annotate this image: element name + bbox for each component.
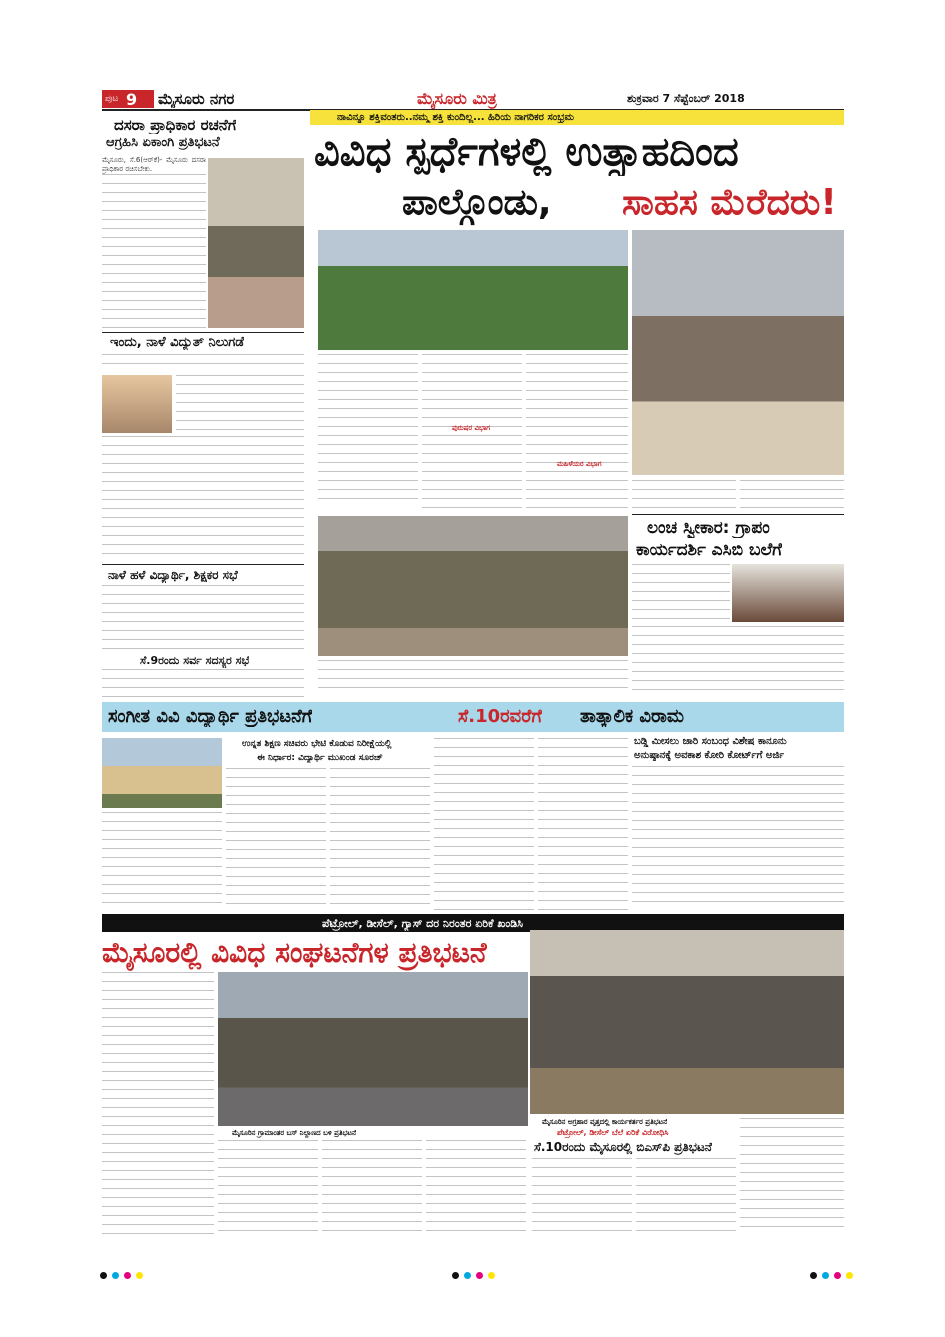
section-title: ಮೈಸೂರು ನಗರ (158, 90, 235, 108)
dasara-body (102, 174, 206, 329)
power-cut-body-side (176, 375, 304, 433)
bribery-headline-1: ಲಂಚ ಸ್ವೀಕಾರ: ಗ್ರಾಪಂ (647, 518, 770, 538)
bsp-body-col-2 (636, 1158, 736, 1234)
music-body-col-5 (538, 738, 628, 910)
protest-body-col-1 (102, 972, 214, 1234)
page-badge (102, 90, 154, 108)
interest-body (632, 766, 844, 910)
registration-dots-center (452, 1272, 495, 1279)
women-section-label: ಮಹಿಳೆಯರ ವಿಭಾಗ (557, 460, 602, 468)
music-univ-photo (102, 738, 222, 808)
dasara-photo (208, 158, 304, 328)
meeting-sub-body (102, 669, 304, 697)
music-body-col-4 (434, 738, 534, 910)
ball-throw-photo (632, 230, 844, 475)
music-body-col-1 (102, 812, 222, 910)
power-tower-photo (102, 375, 172, 433)
newspaper-page (102, 88, 844, 1258)
interest-headline-1: ಬಡ್ಡಿ ಮೀಸಲು ಜಾರಿ ಸಂಬಂಧ ವಿಶೇಷ ಕಾನೂನು (634, 736, 787, 747)
protest-headline: ಮೈಸೂರಲ್ಲಿ ವಿವಿಧ ಸಂಘಟನೆಗಳ ಪ್ರತಿಭಟನೆ (102, 936, 487, 969)
dasara-headline-2: ಆಗ್ರಹಿಸಿ ಏಕಾಂಗಿ ಪ್ರತಿಭಟನೆ (106, 135, 220, 150)
fuel-banner-text: ಪೆಟ್ರೋಲ್, ಡೀಸೆಲ್, ಗ್ಯಾಸ್ ದರ ನಿರಂತರ ಏರಿಕೆ ಖಂಡಿಸಿ (322, 917, 523, 930)
lead-headline-1: ವಿವಿಧ ಸ್ಪರ್ಧೆಗಳಲ್ಲಿ ಉತ್ಸಾಹದಿಂದ (314, 129, 739, 175)
power-cut-headline: ಇಂದು, ನಾಳೆ ವಿದ್ಯುತ್ ನಿಲುಗಡೆ (110, 335, 245, 350)
bsp-headline: ಸೆ.10ರಂದು ಮೈಸೂರಲ್ಲಿ ಬಿಎಸ್‌ಪಿ ಪ್ರತಿಭಟನೆ (534, 1140, 712, 1154)
group-photo-caption (318, 660, 628, 696)
bsp-kicker: ಪೆಟ್ರೋಲ್, ಡೀಸೆಲ್ ಬೆಲೆ ಏರಿಕೆ ವಿರೋಧಿಸಿ (557, 1128, 669, 1137)
protest-photo-left (218, 972, 528, 1126)
music-headline-a: ಸಂಗೀತ ವಿವಿ ವಿದ್ಯಾರ್ಥಿ ಪ್ರತಿಭಟನೆಗೆ (108, 706, 313, 727)
bribery-headline-2: ಕಾರ್ಯದರ್ಶಿ ಎಸಿಬಿ ಬಲೆಗೆ (636, 540, 783, 560)
music-deck-1: ಉನ್ನತ ಶಿಕ್ಷಣ ಸಚಿವರು ಭೇಟಿ ಕೊಡುವ ನಿರೀಕ್ಷೆಯಲ್ಲಿ (242, 739, 392, 749)
issue-date: ಶುಕ್ರವಾರ 7 ಸೆಪ್ಟೆಂಬರ್ 2018 (627, 92, 745, 105)
music-body-col-3 (330, 768, 430, 910)
lead-body-col-4 (632, 480, 736, 508)
meeting-sub-headline: ಸೆ.9ರಂದು ಸರ್ವ ಸದಸ್ಯರ ಸಭೆ (140, 654, 250, 667)
registration-dots-left (100, 1272, 143, 1279)
protest-body-col-4 (426, 1140, 526, 1234)
power-cut-body (102, 436, 304, 561)
protest-body-col-2 (218, 1140, 318, 1234)
meeting-body (102, 585, 304, 650)
dasara-intro: ಮೈಸೂರು, ಸೆ.6(ಆರ್‌ಕೆ)- ಮೈಸೂರು ದಸರಾ ಪ್ರಾಧಿಕಾರ ರಚಿಸಬೇಕು. (102, 156, 206, 173)
bsp-body-col-3 (740, 1118, 844, 1234)
bribery-body (632, 626, 844, 696)
lead-headline-2a: ಪಾಲ್ಗೊಂಡು, (402, 182, 552, 223)
protest-caption-left: ಮೈಸೂರಿನ ಗ್ರಾಮಾಂತರ ಬಸ್ ನಿಲ್ದಾಣದ ಬಳಿ ಪ್ರತಿಭಟನೆ (232, 1129, 357, 1137)
bribery-mugshot (732, 564, 844, 622)
music-deck-2: ಈ ನಿರ್ಧಾರ: ವಿದ್ಯಾರ್ಥಿ ಮುಖಂಡ ಸೂರಜ್ (257, 753, 383, 763)
music-headline-c: ತಾತ್ಕಾಲಿಕ ವಿರಾಮ (580, 706, 684, 727)
bsp-body-col-1 (532, 1158, 632, 1234)
protest-caption-right: ಮೈಸೂರಿನ ಅಗ್ರಹಾರ ವೃತ್ತದಲ್ಲಿ ಕಾರ್ಯಕರ್ತರ ಪ್ರತಿಭಟನೆ (542, 1118, 668, 1126)
lead-body-col-5 (740, 480, 844, 508)
meeting-headline: ನಾಳೆ ಹಳೆ ವಿದ್ಯಾರ್ಥಿ, ಶಿಕ್ಷಕರ ಸಭೆ (108, 568, 238, 582)
group-photo (318, 516, 628, 656)
dasara-headline-1: ದಸರಾ ಪ್ರಾಧಿಕಾರ ರಚನೆಗೆ (114, 116, 237, 134)
interest-headline-2: ಅನುಷ್ಠಾನಕ್ಕೆ ಅವಕಾಶ ಕೋರಿ ಕೋರ್ಟ್‌ಗೆ ಅರ್ಜಿ (634, 750, 785, 761)
lead-kicker: ನಾವಿನ್ನೂ ಶಕ್ತಿವಂತರು..ನಮ್ಮ ಶಕ್ತಿ ಕುಂದಿಲ್ಲ... ಹಿರಿಯ ನಾಗರಿಕರ ಸಂಭ್ರಮ (337, 112, 574, 123)
masthead: ಮೈಸೂರು ಮಿತ್ರ (417, 89, 497, 108)
page-number: 9 (126, 90, 138, 109)
protest-body-col-3 (322, 1140, 422, 1234)
music-headline-b: ಸೆ.10ರವರೆಗೆ (458, 706, 542, 727)
power-cut-body-top (102, 354, 304, 372)
lead-body-col-1 (318, 354, 418, 504)
protest-photo-right (530, 930, 844, 1114)
men-section-label: ಪುರುಷರ ವಿಭಾಗ (452, 424, 491, 432)
lead-headline-2b: ಸಾಹಸ ಮೆರೆದರು! (622, 182, 837, 223)
race-photo (318, 230, 628, 350)
registration-dots-right (810, 1272, 853, 1279)
music-body-col-2 (226, 768, 326, 910)
lead-body-col-3 (526, 354, 628, 509)
bribery-body-left (632, 564, 730, 620)
page-label: ಪುಟ (105, 94, 119, 104)
